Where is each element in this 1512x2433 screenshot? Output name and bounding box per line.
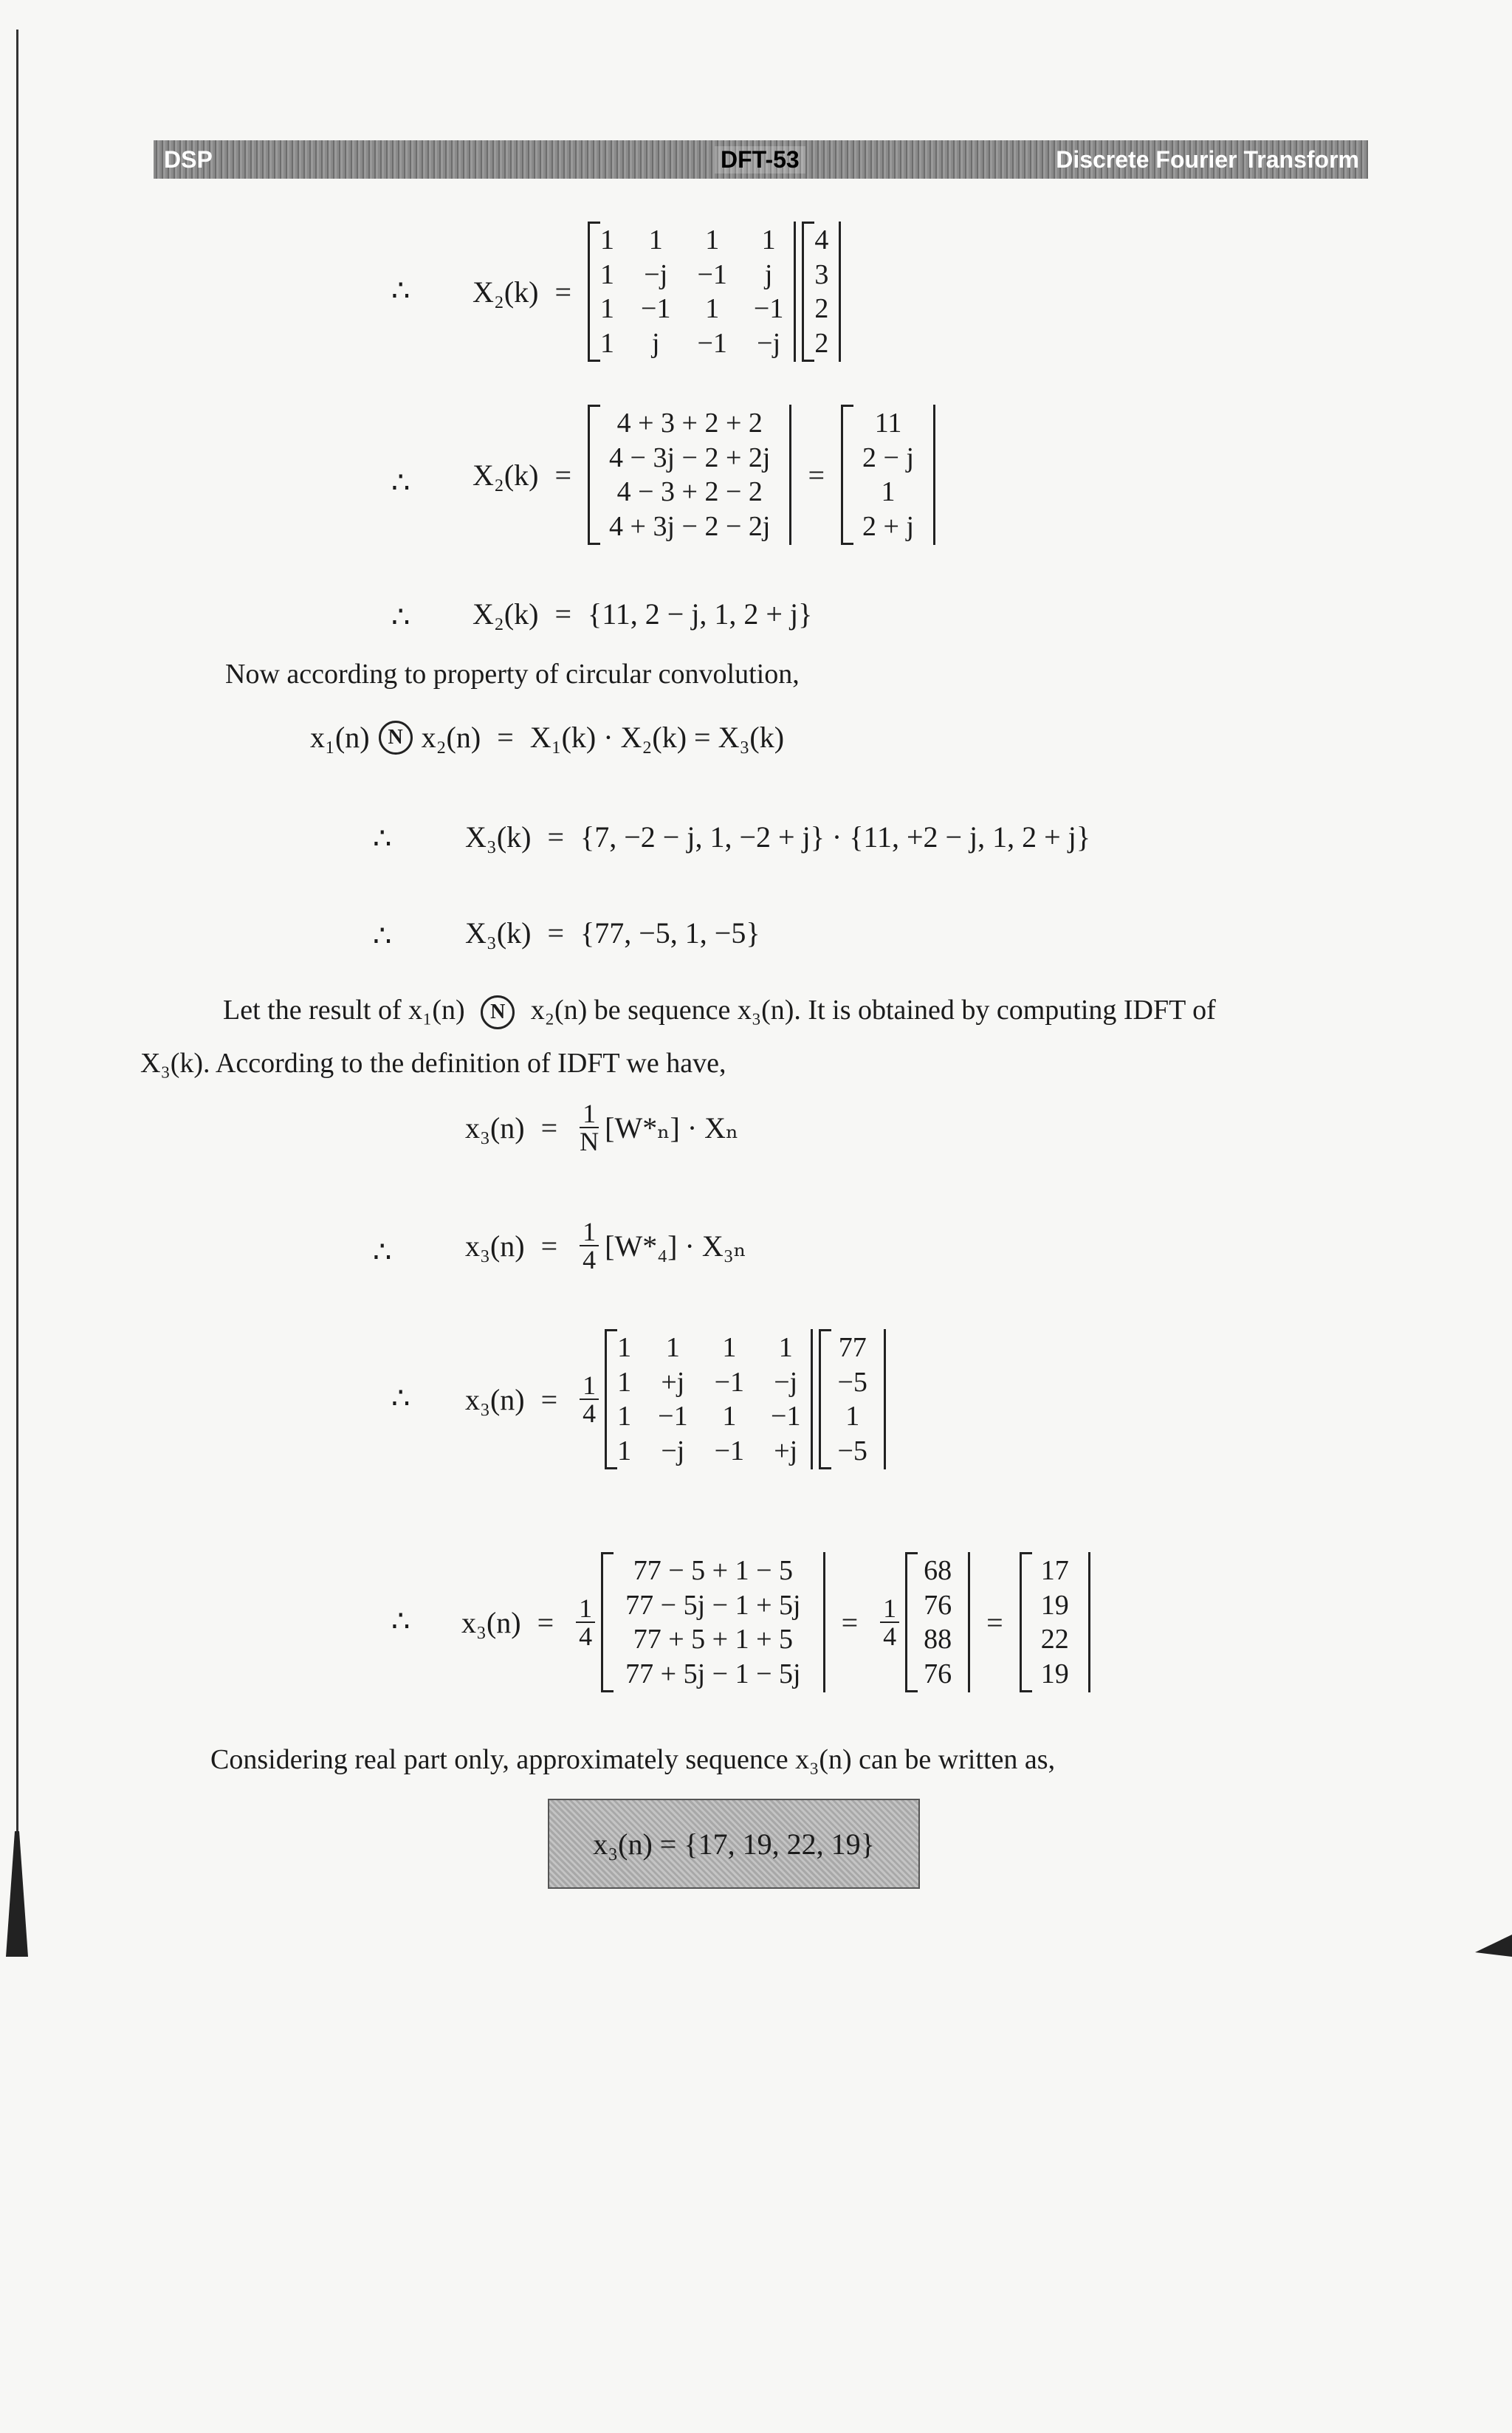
matrix-cell: 1	[778, 1332, 793, 1363]
scan-edge-right-blot	[1475, 1935, 1512, 1957]
paragraph-circular-convolution: Now according to property of circular convolution,	[225, 659, 800, 690]
matrix-cell: 1	[665, 1332, 680, 1363]
equation-rhs: [W*ₙ] · Xₙ	[605, 1111, 739, 1145]
matrix-cell: 17	[1040, 1555, 1069, 1586]
numerator: 1	[580, 1218, 599, 1246]
therefore-symbol: ∴	[391, 1382, 410, 1415]
matrix-cell: −5	[837, 1435, 867, 1466]
equation-x2k-matrix	[472, 222, 841, 362]
final-result-box	[548, 1799, 920, 1889]
scan-edge-left-blot	[6, 1831, 28, 1957]
equation-rhs: [W*₄] · X₃ₙ	[605, 1229, 746, 1263]
matrix-cell: 1	[600, 224, 615, 255]
therefore-symbol: ∴	[391, 600, 410, 634]
equals-sign: =	[537, 1605, 554, 1639]
matrix-cell: 1	[600, 258, 615, 290]
matrix-cell: −1	[658, 1401, 688, 1432]
numerator: 1	[880, 1595, 899, 1623]
equation-circular-convolution	[310, 720, 784, 755]
scan-edge-left	[16, 30, 18, 1949]
equation-x2k-expanded	[472, 405, 935, 545]
matrix-cell: 88	[924, 1624, 952, 1655]
circular-convolution-icon: N	[379, 721, 413, 755]
expansion-vector	[601, 1552, 825, 1692]
x3k-vector	[819, 1329, 885, 1469]
matrix-cell: 22	[1040, 1624, 1069, 1655]
equals-sign: =	[547, 916, 565, 950]
denominator: 4	[583, 1245, 597, 1274]
matrix-cell: 19	[1040, 1589, 1069, 1621]
therefore-symbol: ∴	[391, 274, 410, 307]
therefore-symbol: ∴	[373, 822, 392, 855]
equals-sign: =	[808, 458, 825, 492]
matrix-cell: −1	[697, 258, 727, 290]
matrix-cell: −1	[753, 293, 784, 325]
therefore-symbol: ∴	[373, 1235, 392, 1269]
matrix-cell: j	[651, 327, 660, 359]
equation-x3k-result	[465, 916, 760, 950]
matrix-cell: −1	[697, 327, 727, 359]
matrix-cell: 4	[814, 224, 829, 255]
equals-sign: =	[841, 1605, 859, 1639]
result-vector	[1020, 1552, 1090, 1692]
result-vector	[841, 405, 935, 545]
equals-sign: =	[554, 458, 572, 492]
matrix-cell: 2 − j	[862, 442, 915, 473]
matrix-cell: 19	[1040, 1658, 1069, 1689]
input-vector	[802, 222, 841, 362]
matrix-cell: 77 − 5 + 1 − 5	[633, 1555, 794, 1586]
matrix-cell: 68	[924, 1555, 952, 1586]
therefore-symbol: ∴	[391, 466, 410, 499]
matrix-cell: 4 + 3j − 2 − 2j	[609, 510, 771, 542]
equation-rhs: X₁(k) · X₂(k) = X₃(k)	[529, 721, 785, 754]
equation-lhs: x₃(n)	[465, 1111, 525, 1145]
equation-lhs: X₃(k)	[465, 916, 532, 950]
header-page-number: DFT-53	[715, 146, 805, 174]
equation-x2k-set	[472, 597, 812, 631]
paragraph-text: x₂(n) be sequence x₃(n). It is obtained by computing IDFT of	[530, 995, 1216, 1026]
matrix-cell: j	[764, 258, 773, 290]
matrix-cell: −1	[771, 1401, 801, 1432]
matrix-cell: 77 + 5 + 1 + 5	[633, 1624, 794, 1655]
paragraph-text: Let the result of x₁(n)	[223, 995, 465, 1026]
equals-sign: =	[497, 721, 514, 754]
matrix-cell: 1	[705, 224, 720, 255]
equation-rhs: {77, −5, 1, −5}	[580, 916, 760, 950]
equation-idft-n4	[465, 1218, 746, 1273]
matrix-cell: 1	[600, 293, 615, 325]
matrix-cell: 11	[874, 408, 902, 439]
matrix-cell: −j	[774, 1366, 798, 1398]
equation-rhs: {11, 2 − j, 1, 2 + j}	[588, 597, 813, 631]
matrix-cell: 76	[924, 1589, 952, 1621]
equals-sign: =	[554, 275, 572, 309]
fraction	[576, 1595, 595, 1650]
equation-lhs: X₃(k)	[465, 820, 532, 854]
matrix-cell: 4 − 3j − 2 + 2j	[609, 442, 771, 473]
equals-sign: =	[547, 820, 565, 854]
matrix-cell: 1	[617, 1366, 632, 1398]
equals-sign: =	[540, 1229, 558, 1263]
matrix-cell: 2	[814, 293, 829, 325]
expansion-vector	[588, 405, 791, 545]
paragraph-idft-intro	[223, 989, 1375, 1032]
equation-lhs: X₂(k)	[472, 458, 539, 492]
sequence-x1: x₁(n)	[310, 721, 370, 754]
matrix-cell: 1	[722, 1401, 737, 1432]
matrix-cell: 4 − 3 + 2 − 2	[616, 476, 763, 508]
matrix-cell: −j	[644, 258, 668, 290]
matrix-cell: 1	[761, 224, 776, 255]
matrix-cell: 1	[617, 1435, 632, 1466]
intermediate-vector	[905, 1552, 970, 1692]
fraction	[580, 1100, 599, 1155]
matrix-cell: 2	[814, 327, 829, 359]
matrix-cell: 77 + 5j − 1 − 5j	[625, 1658, 801, 1689]
equation-lhs: X₂(k)	[472, 597, 539, 631]
equation-idft-matrix	[465, 1329, 886, 1469]
equals-sign: =	[540, 1382, 558, 1416]
matrix-cell: 1	[617, 1401, 632, 1432]
final-result: x₃(n) = {17, 19, 22, 19}	[593, 1827, 875, 1861]
numerator: 1	[580, 1100, 599, 1128]
matrix-cell: 1	[705, 293, 720, 325]
header-left: DSP	[164, 145, 213, 173]
circular-convolution-icon: N	[481, 995, 515, 1029]
matrix-cell: −1	[714, 1366, 745, 1398]
matrix-cell: 77 − 5j − 1 + 5j	[625, 1589, 801, 1621]
numerator: 1	[580, 1372, 599, 1400]
sequence-x2: x₂(n)	[421, 721, 481, 754]
denominator: 4	[579, 1622, 593, 1652]
matrix-cell: 1	[648, 224, 663, 255]
equation-rhs: {7, −2 − j, 1, −2 + j} · {11, +2 − j, 1, 2 + j}	[580, 820, 1091, 854]
matrix-cell: 4 + 3 + 2 + 2	[616, 408, 763, 439]
fraction	[880, 1595, 899, 1650]
denominator: 4	[583, 1399, 597, 1429]
matrix-cell: 1	[845, 1401, 860, 1432]
dft-matrix-w4	[588, 222, 796, 362]
matrix-cell: −j	[661, 1435, 685, 1466]
paragraph-idft-definition: X₃(k). According to the definition of IDFT we have,	[140, 1048, 726, 1079]
equation-lhs: x₃(n)	[465, 1382, 525, 1416]
numerator: 1	[576, 1595, 595, 1623]
equation-lhs: X₂(k)	[472, 275, 539, 309]
matrix-cell: −1	[714, 1435, 745, 1466]
fraction	[580, 1218, 599, 1273]
matrix-cell: 76	[924, 1658, 952, 1689]
matrix-cell: 3	[814, 258, 829, 290]
equation-x3k-product	[465, 820, 1090, 854]
matrix-cell: 2 + j	[862, 510, 915, 542]
denominator: N	[580, 1127, 599, 1156]
idft-matrix-w4-conjugate	[605, 1329, 813, 1469]
page-header	[154, 140, 1368, 179]
equation-idft-definition	[465, 1100, 738, 1155]
matrix-cell: 77	[838, 1332, 867, 1363]
equation-lhs: x₃(n)	[465, 1229, 525, 1263]
matrix-cell: +j	[774, 1435, 798, 1466]
matrix-cell: +j	[661, 1366, 685, 1398]
paragraph-real-part: Considering real part only, approximately sequence x₃(n) can be written as,	[210, 1744, 1056, 1775]
equals-sign: =	[540, 1111, 558, 1145]
denominator: 4	[883, 1622, 897, 1652]
fraction	[580, 1372, 599, 1427]
matrix-cell: −1	[641, 293, 671, 325]
equals-sign: =	[986, 1605, 1003, 1639]
matrix-cell: −5	[837, 1366, 867, 1398]
equation-idft-expanded	[461, 1552, 1090, 1692]
matrix-cell: 1	[881, 476, 896, 508]
matrix-cell: 1	[600, 327, 615, 359]
therefore-symbol: ∴	[373, 919, 392, 953]
therefore-symbol: ∴	[391, 1605, 410, 1638]
matrix-cell: 1	[722, 1332, 737, 1363]
header-chapter-title: Discrete Fourier Transform	[1056, 145, 1359, 173]
equation-lhs: x₃(n)	[461, 1605, 521, 1639]
equals-sign: =	[554, 597, 572, 631]
matrix-cell: 1	[617, 1332, 632, 1363]
matrix-cell: −j	[757, 327, 781, 359]
